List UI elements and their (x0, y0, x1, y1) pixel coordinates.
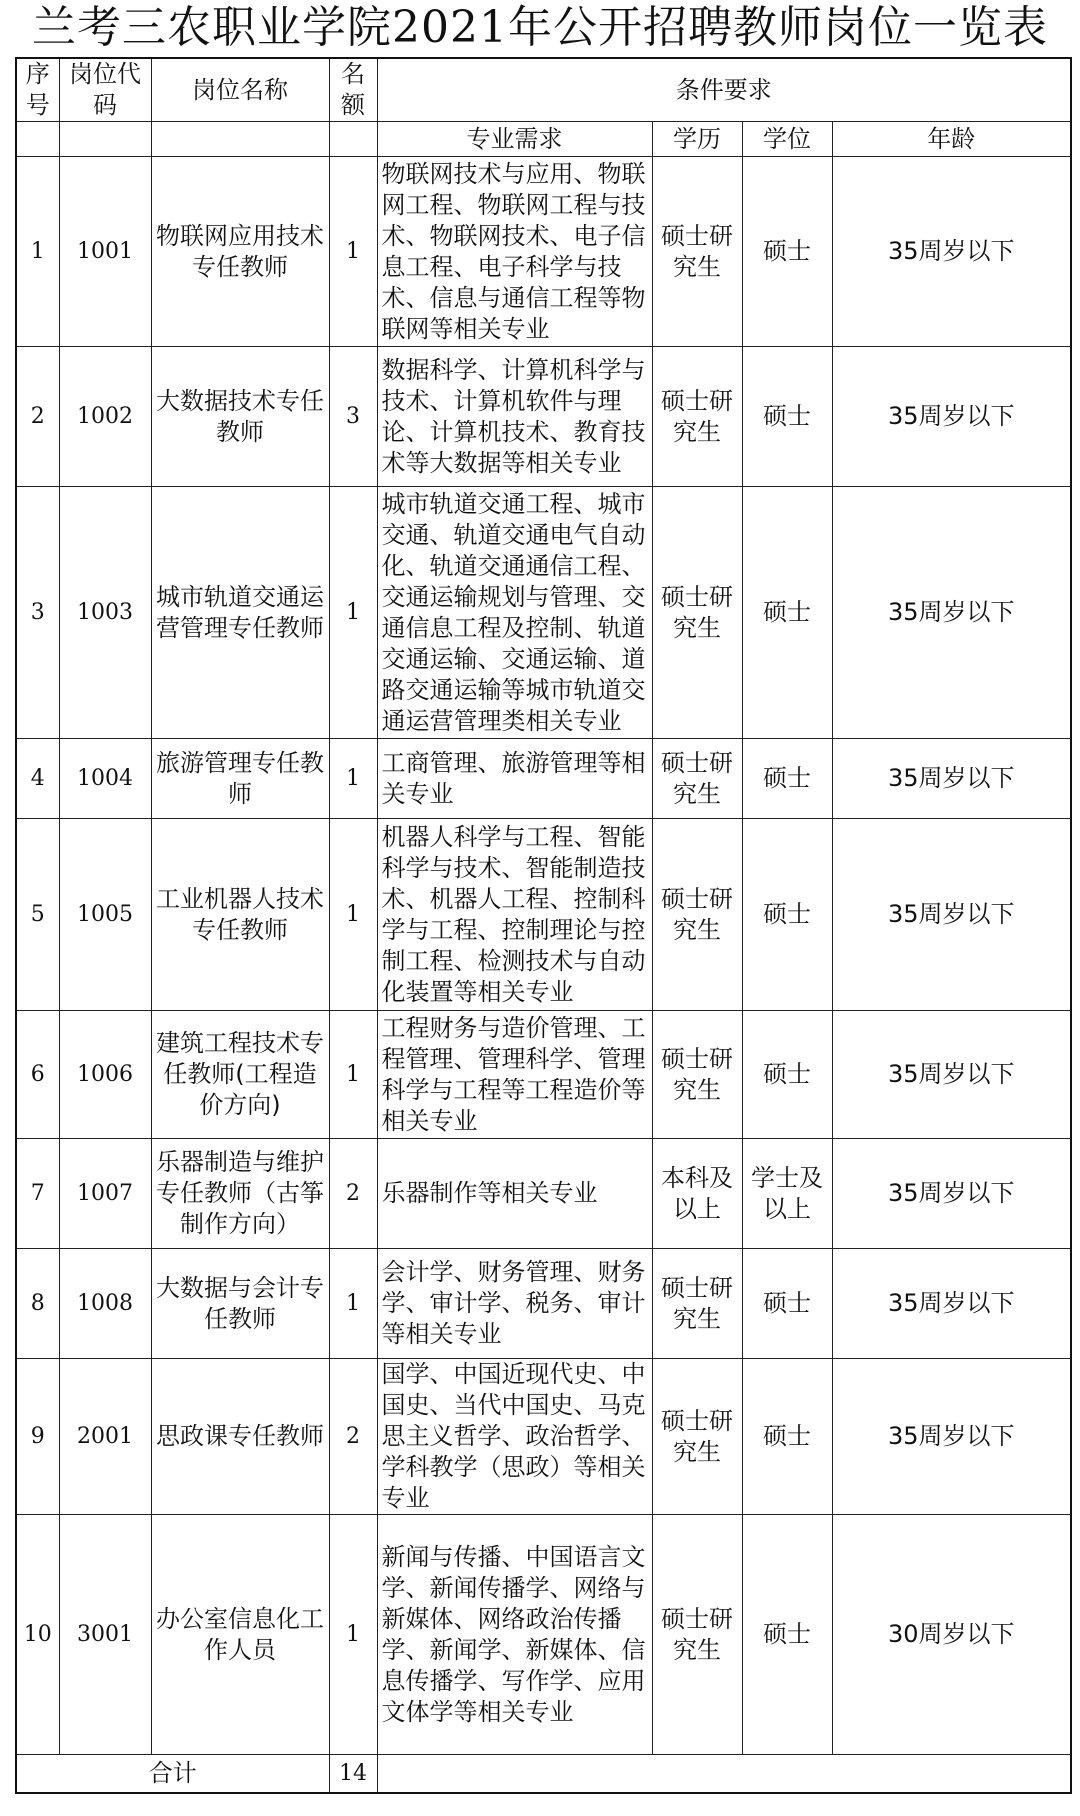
cell-position-name: 大数据与会计专任教师 (151, 1249, 329, 1359)
cell-age: 35周岁以下 (832, 487, 1071, 739)
cell-count: 1 (329, 1249, 377, 1359)
cell-major: 物联网技术与应用、物联网工程、物联网工程与技术、物联网技术、电子信息工程、电子科学与技术、信息与通信工程等物联网等相关专业 (377, 157, 652, 347)
cell-major: 工商管理、旅游管理等相关专业 (377, 739, 652, 819)
cell-code: 1007 (59, 1139, 151, 1249)
table-row (16, 739, 1071, 819)
cell-degree: 学士及以上 (742, 1139, 832, 1249)
subheader-empty-seq (16, 122, 59, 157)
table-row (16, 157, 1071, 347)
total-empty (377, 1755, 1071, 1793)
cell-major: 新闻与传播、中国语言文学、新闻传播学、网络与新媒体、网络政治传播学、新闻学、新媒体、信息传播学、写作学、应用文体学等相关专业 (377, 1515, 652, 1755)
header-seq: 序号 (16, 58, 59, 122)
cell-education: 硕士研究生 (652, 1249, 742, 1359)
cell-degree: 硕士 (742, 1359, 832, 1515)
header-row (16, 58, 1071, 122)
cell-seq: 6 (16, 1011, 59, 1139)
cell-code: 1002 (59, 347, 151, 487)
table-row (16, 1139, 1071, 1249)
cell-education: 硕士研究生 (652, 487, 742, 739)
cell-position-name: 物联网应用技术专任教师 (151, 157, 329, 347)
cell-count: 1 (329, 1011, 377, 1139)
cell-major: 会计学、财务管理、财务学、审计学、税务、审计等相关专业 (377, 1249, 652, 1359)
total-label: 合计 (16, 1755, 329, 1793)
cell-degree: 硕士 (742, 1011, 832, 1139)
cell-position-name: 工业机器人技术专任教师 (151, 819, 329, 1011)
total-row (16, 1755, 1071, 1793)
cell-position-name: 办公室信息化工作人员 (151, 1515, 329, 1755)
cell-position-name: 旅游管理专任教师 (151, 739, 329, 819)
table-row (16, 819, 1071, 1011)
table-row (16, 1515, 1071, 1755)
cell-degree: 硕士 (742, 1249, 832, 1359)
cell-education: 硕士研究生 (652, 347, 742, 487)
header-conditions: 条件要求 (377, 58, 1071, 122)
table-row (16, 1011, 1071, 1139)
header-degree: 学位 (742, 122, 832, 157)
table-row (16, 347, 1071, 487)
cell-education: 硕士研究生 (652, 1515, 742, 1755)
cell-degree: 硕士 (742, 157, 832, 347)
table-row (16, 1359, 1071, 1515)
cell-degree: 硕士 (742, 347, 832, 487)
cell-age: 35周岁以下 (832, 347, 1071, 487)
cell-position-name: 城市轨道交通运营管理专任教师 (151, 487, 329, 739)
page-title: 兰考三农职业学院2021年公开招聘教师岗位一览表 (32, 2, 1048, 53)
table-row (16, 487, 1071, 739)
cell-seq: 5 (16, 819, 59, 1011)
cell-count: 1 (329, 487, 377, 739)
cell-education: 本科及以上 (652, 1139, 742, 1249)
cell-education: 硕士研究生 (652, 1359, 742, 1515)
subheader-empty-name (151, 122, 329, 157)
cell-code: 1004 (59, 739, 151, 819)
positions-table (15, 57, 1072, 1794)
cell-degree: 硕士 (742, 739, 832, 819)
cell-seq: 10 (16, 1515, 59, 1755)
header-count: 名额 (329, 58, 377, 122)
cell-age: 35周岁以下 (832, 157, 1071, 347)
cell-age: 35周岁以下 (832, 1011, 1071, 1139)
cell-age: 35周岁以下 (832, 739, 1071, 819)
cell-seq: 3 (16, 487, 59, 739)
cell-degree: 硕士 (742, 487, 832, 739)
cell-degree: 硕士 (742, 819, 832, 1011)
cell-seq: 7 (16, 1139, 59, 1249)
cell-education: 硕士研究生 (652, 739, 742, 819)
cell-position-name: 乐器制造与维护专任教师（古筝制作方向） (151, 1139, 329, 1249)
cell-age: 35周岁以下 (832, 1249, 1071, 1359)
subheader-empty-code (59, 122, 151, 157)
cell-major: 数据科学、计算机科学与技术、计算机软件与理论、计算机技术、教育技术等大数据等相关专业 (377, 347, 652, 487)
header-name: 岗位名称 (151, 58, 329, 122)
cell-position-name: 思政课专任教师 (151, 1359, 329, 1515)
cell-position-name: 大数据技术专任教师 (151, 347, 329, 487)
cell-education: 硕士研究生 (652, 819, 742, 1011)
cell-code: 1006 (59, 1011, 151, 1139)
cell-seq: 4 (16, 739, 59, 819)
cell-seq: 2 (16, 347, 59, 487)
cell-seq: 9 (16, 1359, 59, 1515)
cell-education: 硕士研究生 (652, 157, 742, 347)
cell-code: 1008 (59, 1249, 151, 1359)
cell-seq: 1 (16, 157, 59, 347)
header-education: 学历 (652, 122, 742, 157)
cell-code: 1005 (59, 819, 151, 1011)
cell-age: 35周岁以下 (832, 1359, 1071, 1515)
cell-count: 1 (329, 157, 377, 347)
cell-code: 1001 (59, 157, 151, 347)
cell-major: 工程财务与造价管理、工程管理、管理科学、管理科学与工程等工程造价等相关专业 (377, 1011, 652, 1139)
header-code: 岗位代码 (59, 58, 151, 122)
subheader-empty-count (329, 122, 377, 157)
cell-degree: 硕士 (742, 1515, 832, 1755)
cell-position-name: 建筑工程技术专任教师(工程造价方向) (151, 1011, 329, 1139)
cell-count: 1 (329, 739, 377, 819)
cell-code: 1003 (59, 487, 151, 739)
header-major: 专业需求 (377, 122, 652, 157)
cell-count: 3 (329, 347, 377, 487)
cell-major: 城市轨道交通工程、城市交通、轨道交通电气自动化、轨道交通通信工程、交通运输规划与管理、交通信息工程及控制、轨道交通运输、交通运输、道路交通运输等城市轨道交通运营管理类相关专业 (377, 487, 652, 739)
cell-major: 乐器制作等相关专业 (377, 1139, 652, 1249)
cell-count: 1 (329, 819, 377, 1011)
subheader-row (16, 122, 1071, 157)
cell-code: 2001 (59, 1359, 151, 1515)
header-age: 年龄 (832, 122, 1071, 157)
cell-seq: 8 (16, 1249, 59, 1359)
cell-age: 35周岁以下 (832, 819, 1071, 1011)
table-row (16, 1249, 1071, 1359)
cell-age: 30周岁以下 (832, 1515, 1071, 1755)
cell-education: 硕士研究生 (652, 1011, 742, 1139)
cell-count: 2 (329, 1139, 377, 1249)
cell-major: 机器人科学与工程、智能科学与技术、智能制造技术、机器人工程、控制科学与工程、控制理论与控制工程、检测技术与自动化装置等相关专业 (377, 819, 652, 1011)
cell-count: 1 (329, 1515, 377, 1755)
cell-major: 国学、中国近现代史、中国史、当代中国史、马克思主义哲学、政治哲学、学科教学（思政）等相关专业 (377, 1359, 652, 1515)
total-count: 14 (329, 1755, 377, 1793)
cell-code: 3001 (59, 1515, 151, 1755)
cell-age: 35周岁以下 (832, 1139, 1071, 1249)
cell-count: 2 (329, 1359, 377, 1515)
